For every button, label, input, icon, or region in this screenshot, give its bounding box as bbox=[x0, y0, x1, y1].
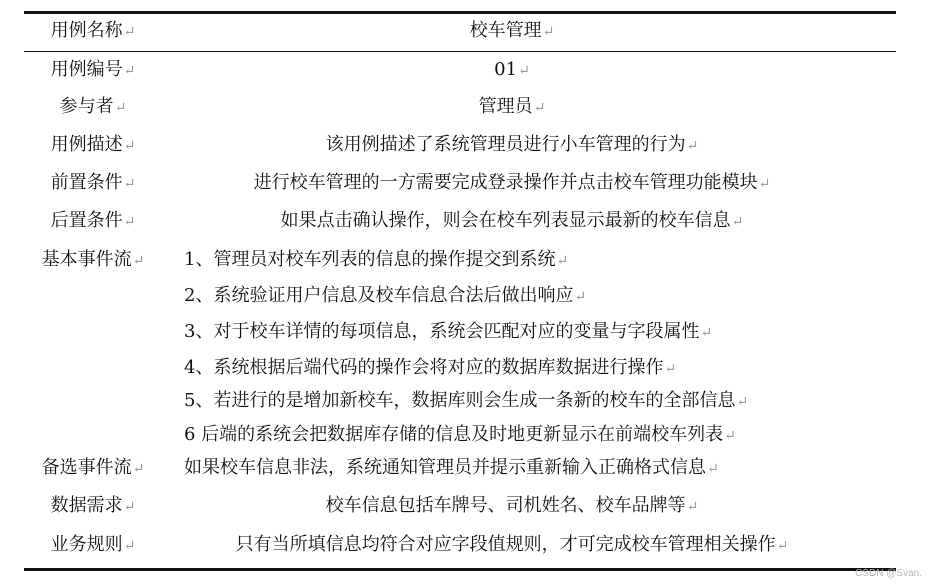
value-use-case-id: 01↵ bbox=[494, 59, 530, 80]
label-business-rules: 业务规则↵ bbox=[50, 534, 136, 555]
value-data-requirements: 校车信息包括车牌号、司机姓名、校车品牌等↵ bbox=[325, 495, 699, 516]
table-bottom-rule bbox=[24, 568, 896, 571]
label-participant: 参与者↵ bbox=[59, 96, 127, 117]
label-use-case-id: 用例编号↵ bbox=[50, 59, 136, 80]
row-basic-flow-4 bbox=[24, 350, 896, 386]
row-precondition bbox=[24, 165, 896, 201]
label-data-requirements: 数据需求↵ bbox=[50, 495, 136, 516]
basic-flow-step-6: 6 后端的系统会把数据库存储的信息及时地更新显示在前端校车列表↵ bbox=[184, 424, 736, 445]
label-basic-flow: 基本事件流↵ bbox=[41, 249, 145, 270]
basic-flow-step-2: 2、系统验证用户信息及校车信息合法后做出响应↵ bbox=[184, 285, 587, 306]
row-basic-flow-5 bbox=[24, 383, 896, 419]
value-participant: 管理员↵ bbox=[478, 96, 546, 117]
row-basic-flow-3 bbox=[24, 314, 896, 350]
basic-flow-step-1: 1、管理员对校车列表的信息的操作提交到系统↵ bbox=[184, 249, 569, 270]
label-description: 用例描述↵ bbox=[50, 134, 136, 155]
basic-flow-step-4: 4、系统根据后端代码的操作会将对应的数据库数据进行操作↵ bbox=[184, 357, 677, 378]
label-postcondition: 后置条件↵ bbox=[50, 210, 136, 231]
label-alternate-flow: 备选事件流↵ bbox=[41, 457, 145, 478]
value-business-rules: 只有当所填信息均符合对应字段值规则，才可完成校车管理相关操作↵ bbox=[235, 534, 789, 555]
row-basic-flow bbox=[24, 242, 896, 278]
value-description: 该用例描述了系统管理员进行小车管理的行为↵ bbox=[325, 134, 699, 155]
value-alternate-flow: 如果校车信息非法，系统通知管理员并提示重新输入正确格式信息↵ bbox=[184, 457, 719, 478]
row-postcondition bbox=[24, 203, 896, 239]
basic-flow-step-5: 5、若进行的是增加新校车，数据库则会生成一条新的校车的全部信息↵ bbox=[184, 390, 749, 411]
label-use-case-name: 用例名称↵ bbox=[50, 20, 136, 41]
watermark: CSDN @Svan. bbox=[855, 568, 922, 579]
row-business-rules bbox=[24, 527, 896, 563]
row-basic-flow-2 bbox=[24, 278, 896, 314]
row-basic-flow-6 bbox=[24, 417, 896, 453]
row-use-case-name bbox=[24, 13, 896, 49]
row-use-case-id bbox=[24, 52, 896, 88]
row-participant bbox=[24, 89, 896, 125]
value-precondition: 进行校车管理的一方需要完成登录操作并点击校车管理功能模块↵ bbox=[253, 172, 771, 193]
row-data-requirements bbox=[24, 488, 896, 524]
value-use-case-name: 校车管理↵ bbox=[469, 20, 555, 41]
row-description bbox=[24, 127, 896, 163]
basic-flow-step-3: 3、对于校车详情的每项信息，系统会匹配对应的变量与字段属性↵ bbox=[184, 321, 713, 342]
row-alternate-flow bbox=[24, 450, 896, 486]
label-precondition: 前置条件↵ bbox=[50, 172, 136, 193]
value-postcondition: 如果点击确认操作，则会在校车列表显示最新的校车信息↵ bbox=[280, 210, 744, 231]
